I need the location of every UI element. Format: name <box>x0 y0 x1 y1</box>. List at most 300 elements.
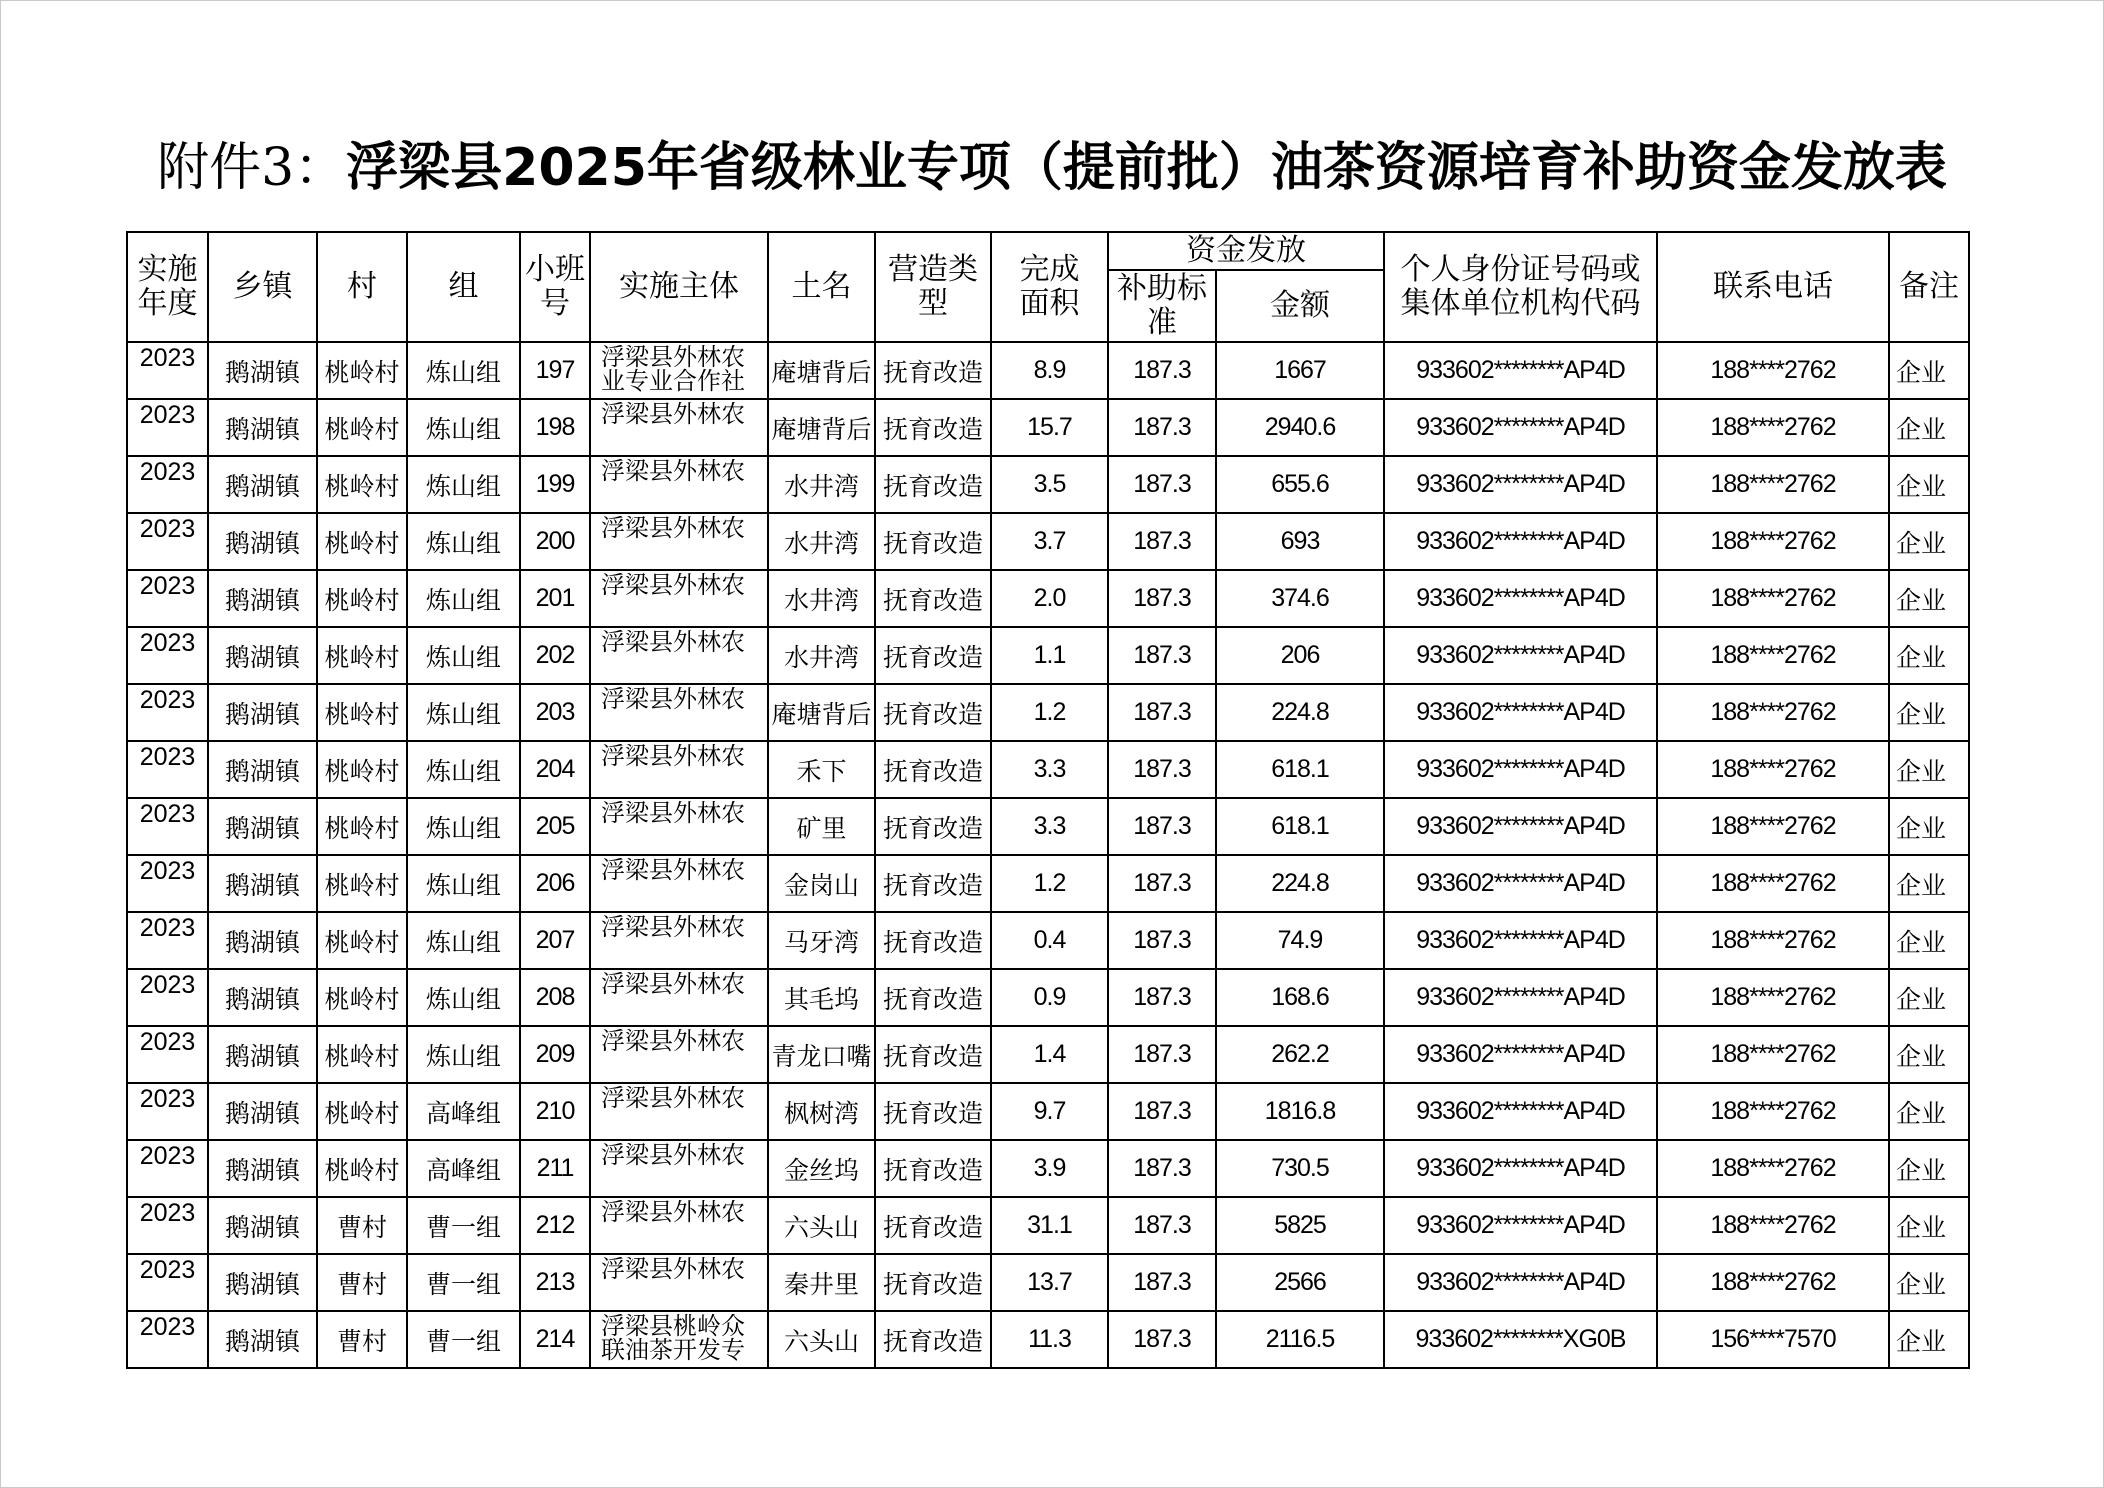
cell-village: 桃岭村 <box>317 855 407 912</box>
cell-group: 炼山组 <box>407 570 520 627</box>
cell-town: 鹅湖镇 <box>208 684 317 741</box>
cell-phone: 188****2762 <box>1657 456 1889 513</box>
cell-subject <box>590 1140 768 1197</box>
cell-note: 企业 <box>1889 798 1969 855</box>
cell-area: 31.1 <box>991 1197 1108 1254</box>
cell-year: 2023 <box>127 1254 208 1311</box>
cell-id-code: 933602********AP4D <box>1384 912 1657 969</box>
table-row <box>127 1140 1969 1197</box>
cell-group: 炼山组 <box>407 969 520 1026</box>
subject-text: 浮梁县外林农 <box>601 1200 745 1226</box>
table-row <box>127 684 1969 741</box>
cell-amount: 618.1 <box>1216 798 1384 855</box>
cell-group: 曹一组 <box>407 1254 520 1311</box>
cell-standard: 187.3 <box>1108 1083 1216 1140</box>
cell-phone: 188****2762 <box>1657 342 1889 399</box>
header-funds: 资金发放 <box>1108 232 1384 270</box>
cell-area: 3.3 <box>991 798 1108 855</box>
table-row <box>127 1311 1969 1368</box>
cell-note: 企业 <box>1889 1254 1969 1311</box>
cell-area: 1.4 <box>991 1026 1108 1083</box>
cell-subject <box>590 1083 768 1140</box>
cell-village: 桃岭村 <box>317 969 407 1026</box>
cell-plot-no: 203 <box>520 684 590 741</box>
cell-land-name: 枫树湾 <box>768 1083 875 1140</box>
cell-plot-no: 208 <box>520 969 590 1026</box>
cell-land-name: 庵塘背后 <box>768 399 875 456</box>
cell-group: 炼山组 <box>407 342 520 399</box>
title-main: 浮梁县2025年省级林业专项（提前批）油茶资源培育补助资金发放表 <box>346 138 1947 198</box>
cell-amount: 262.2 <box>1216 1026 1384 1083</box>
cell-land-name: 六头山 <box>768 1311 875 1368</box>
cell-town: 鹅湖镇 <box>208 1083 317 1140</box>
cell-land-name: 庵塘背后 <box>768 684 875 741</box>
cell-amount: 655.6 <box>1216 456 1384 513</box>
cell-phone: 156****7570 <box>1657 1311 1889 1368</box>
cell-area: 15.7 <box>991 399 1108 456</box>
table-row <box>127 1254 1969 1311</box>
cell-note: 企业 <box>1889 741 1969 798</box>
cell-standard: 187.3 <box>1108 513 1216 570</box>
cell-group: 炼山组 <box>407 798 520 855</box>
header-year: 实施年度 <box>127 232 208 342</box>
cell-id-code: 933602********AP4D <box>1384 969 1657 1026</box>
cell-group: 高峰组 <box>407 1083 520 1140</box>
cell-plot-no: 206 <box>520 855 590 912</box>
cell-subject <box>590 1254 768 1311</box>
cell-plot-no: 198 <box>520 399 590 456</box>
header-town: 乡镇 <box>208 232 317 342</box>
cell-plot-no: 209 <box>520 1026 590 1083</box>
cell-phone: 188****2762 <box>1657 513 1889 570</box>
cell-group: 炼山组 <box>407 456 520 513</box>
cell-standard: 187.3 <box>1108 969 1216 1026</box>
cell-group: 炼山组 <box>407 627 520 684</box>
cell-subject <box>590 342 768 399</box>
cell-group: 曹一组 <box>407 1311 520 1368</box>
cell-village: 桃岭村 <box>317 741 407 798</box>
cell-group: 炼山组 <box>407 1026 520 1083</box>
cell-year: 2023 <box>127 627 208 684</box>
subject-text: 浮梁县外林农 <box>601 1143 745 1169</box>
cell-note: 企业 <box>1889 570 1969 627</box>
cell-subject <box>590 741 768 798</box>
cell-year: 2023 <box>127 969 208 1026</box>
cell-id-code: 933602********AP4D <box>1384 570 1657 627</box>
header-amount: 金额 <box>1216 270 1384 342</box>
cell-village: 桃岭村 <box>317 627 407 684</box>
table-body <box>127 342 1969 1368</box>
table-row <box>127 570 1969 627</box>
cell-group: 炼山组 <box>407 855 520 912</box>
cell-area: 3.9 <box>991 1140 1108 1197</box>
cell-amount: 618.1 <box>1216 741 1384 798</box>
cell-village: 桃岭村 <box>317 342 407 399</box>
cell-id-code: 933602********AP4D <box>1384 1140 1657 1197</box>
cell-plot-no: 199 <box>520 456 590 513</box>
cell-id-code: 933602********XG0B <box>1384 1311 1657 1368</box>
table-row <box>127 912 1969 969</box>
cell-amount: 168.6 <box>1216 969 1384 1026</box>
cell-subject <box>590 456 768 513</box>
cell-area: 8.9 <box>991 342 1108 399</box>
cell-town: 鹅湖镇 <box>208 456 317 513</box>
cell-phone: 188****2762 <box>1657 1026 1889 1083</box>
cell-phone: 188****2762 <box>1657 399 1889 456</box>
cell-village: 桃岭村 <box>317 1083 407 1140</box>
table-row <box>127 1083 1969 1140</box>
cell-village: 桃岭村 <box>317 570 407 627</box>
table-row <box>127 855 1969 912</box>
table-row <box>127 513 1969 570</box>
cell-town: 鹅湖镇 <box>208 1026 317 1083</box>
cell-note: 企业 <box>1889 627 1969 684</box>
cell-phone: 188****2762 <box>1657 798 1889 855</box>
cell-phone: 188****2762 <box>1657 741 1889 798</box>
cell-phone: 188****2762 <box>1657 969 1889 1026</box>
cell-id-code: 933602********AP4D <box>1384 1254 1657 1311</box>
cell-town: 鹅湖镇 <box>208 1140 317 1197</box>
cell-year: 2023 <box>127 912 208 969</box>
subject-text: 浮梁县外林农 <box>601 1257 745 1283</box>
subject-text: 浮梁县桃岭众联油茶开发专 <box>601 1314 745 1364</box>
cell-type: 抚育改造 <box>875 1083 991 1140</box>
subject-text: 浮梁县外林农 <box>601 459 745 485</box>
cell-area: 0.4 <box>991 912 1108 969</box>
cell-town: 鹅湖镇 <box>208 1311 317 1368</box>
cell-type: 抚育改造 <box>875 1140 991 1197</box>
cell-type: 抚育改造 <box>875 342 991 399</box>
cell-year: 2023 <box>127 1026 208 1083</box>
cell-area: 1.1 <box>991 627 1108 684</box>
cell-id-code: 933602********AP4D <box>1384 456 1657 513</box>
cell-phone: 188****2762 <box>1657 912 1889 969</box>
cell-amount: 730.5 <box>1216 1140 1384 1197</box>
cell-town: 鹅湖镇 <box>208 513 317 570</box>
subsidy-table <box>126 231 1970 1369</box>
cell-group: 炼山组 <box>407 741 520 798</box>
cell-id-code: 933602********AP4D <box>1384 855 1657 912</box>
cell-note: 企业 <box>1889 513 1969 570</box>
cell-group: 炼山组 <box>407 513 520 570</box>
cell-type: 抚育改造 <box>875 969 991 1026</box>
cell-land-name: 金岗山 <box>768 855 875 912</box>
cell-standard: 187.3 <box>1108 798 1216 855</box>
cell-subject <box>590 627 768 684</box>
cell-area: 13.7 <box>991 1254 1108 1311</box>
table-row <box>127 969 1969 1026</box>
cell-plot-no: 210 <box>520 1083 590 1140</box>
cell-type: 抚育改造 <box>875 627 991 684</box>
cell-village: 桃岭村 <box>317 684 407 741</box>
cell-id-code: 933602********AP4D <box>1384 627 1657 684</box>
cell-type: 抚育改造 <box>875 855 991 912</box>
cell-note: 企业 <box>1889 1083 1969 1140</box>
subject-text: 浮梁县外林农 <box>601 630 745 656</box>
cell-plot-no: 213 <box>520 1254 590 1311</box>
header-subject: 实施主体 <box>590 232 768 342</box>
cell-town: 鹅湖镇 <box>208 969 317 1026</box>
cell-type: 抚育改造 <box>875 1197 991 1254</box>
cell-year: 2023 <box>127 513 208 570</box>
cell-land-name: 马牙湾 <box>768 912 875 969</box>
cell-phone: 188****2762 <box>1657 570 1889 627</box>
subject-text: 浮梁县外林农 <box>601 402 745 428</box>
subject-text: 浮梁县外林农 <box>601 972 745 998</box>
cell-note: 企业 <box>1889 969 1969 1026</box>
cell-land-name: 秦井里 <box>768 1254 875 1311</box>
cell-amount: 2940.6 <box>1216 399 1384 456</box>
cell-phone: 188****2762 <box>1657 1197 1889 1254</box>
cell-plot-no: 201 <box>520 570 590 627</box>
cell-subject <box>590 855 768 912</box>
cell-type: 抚育改造 <box>875 912 991 969</box>
cell-subject <box>590 513 768 570</box>
cell-plot-no: 214 <box>520 1311 590 1368</box>
cell-amount: 1816.8 <box>1216 1083 1384 1140</box>
header-id-code: 个人身份证号码或集体单位机构代码 <box>1384 232 1657 342</box>
table-row <box>127 798 1969 855</box>
cell-village: 桃岭村 <box>317 399 407 456</box>
cell-type: 抚育改造 <box>875 1026 991 1083</box>
cell-town: 鹅湖镇 <box>208 399 317 456</box>
cell-year: 2023 <box>127 342 208 399</box>
cell-standard: 187.3 <box>1108 456 1216 513</box>
cell-village: 桃岭村 <box>317 1140 407 1197</box>
cell-group: 高峰组 <box>407 1140 520 1197</box>
cell-group: 炼山组 <box>407 912 520 969</box>
cell-land-name: 水井湾 <box>768 513 875 570</box>
cell-note: 企业 <box>1889 1311 1969 1368</box>
cell-plot-no: 204 <box>520 741 590 798</box>
cell-group: 炼山组 <box>407 399 520 456</box>
cell-note: 企业 <box>1889 342 1969 399</box>
cell-area: 3.3 <box>991 741 1108 798</box>
subject-text: 浮梁县外林农 <box>601 516 745 542</box>
cell-subject <box>590 570 768 627</box>
subject-text: 浮梁县外林农 <box>601 915 745 941</box>
cell-land-name: 水井湾 <box>768 456 875 513</box>
cell-plot-no: 211 <box>520 1140 590 1197</box>
cell-area: 3.5 <box>991 456 1108 513</box>
subject-text: 浮梁县外林农 <box>601 744 745 770</box>
table-row <box>127 627 1969 684</box>
subject-text: 浮梁县外林农 <box>601 1029 745 1055</box>
header-area: 完成面积 <box>991 232 1108 342</box>
cell-type: 抚育改造 <box>875 1311 991 1368</box>
cell-note: 企业 <box>1889 399 1969 456</box>
subject-text: 浮梁县外林农 <box>601 1086 745 1112</box>
cell-area: 11.3 <box>991 1311 1108 1368</box>
cell-area: 1.2 <box>991 684 1108 741</box>
cell-land-name: 金丝坞 <box>768 1140 875 1197</box>
cell-area: 0.9 <box>991 969 1108 1026</box>
cell-plot-no: 212 <box>520 1197 590 1254</box>
cell-year: 2023 <box>127 1083 208 1140</box>
header-note: 备注 <box>1889 232 1969 342</box>
cell-phone: 188****2762 <box>1657 627 1889 684</box>
cell-id-code: 933602********AP4D <box>1384 342 1657 399</box>
cell-note: 企业 <box>1889 456 1969 513</box>
cell-standard: 187.3 <box>1108 684 1216 741</box>
cell-id-code: 933602********AP4D <box>1384 684 1657 741</box>
cell-subject <box>590 1311 768 1368</box>
cell-amount: 224.8 <box>1216 684 1384 741</box>
cell-village: 桃岭村 <box>317 912 407 969</box>
cell-standard: 187.3 <box>1108 399 1216 456</box>
header-group: 组 <box>407 232 520 342</box>
cell-town: 鹅湖镇 <box>208 798 317 855</box>
cell-year: 2023 <box>127 399 208 456</box>
cell-standard: 187.3 <box>1108 1197 1216 1254</box>
cell-type: 抚育改造 <box>875 798 991 855</box>
cell-area: 1.2 <box>991 855 1108 912</box>
cell-amount: 224.8 <box>1216 855 1384 912</box>
cell-note: 企业 <box>1889 1026 1969 1083</box>
cell-town: 鹅湖镇 <box>208 1254 317 1311</box>
cell-note: 企业 <box>1889 1197 1969 1254</box>
cell-subject <box>590 912 768 969</box>
cell-area: 2.0 <box>991 570 1108 627</box>
cell-village: 曹村 <box>317 1254 407 1311</box>
title-prefix: 附件3： <box>157 138 347 198</box>
cell-amount: 2116.5 <box>1216 1311 1384 1368</box>
cell-amount: 5825 <box>1216 1197 1384 1254</box>
cell-village: 桃岭村 <box>317 1026 407 1083</box>
cell-type: 抚育改造 <box>875 513 991 570</box>
cell-year: 2023 <box>127 1197 208 1254</box>
cell-standard: 187.3 <box>1108 1026 1216 1083</box>
cell-town: 鹅湖镇 <box>208 627 317 684</box>
cell-town: 鹅湖镇 <box>208 912 317 969</box>
header-phone: 联系电话 <box>1657 232 1889 342</box>
cell-village: 曹村 <box>317 1311 407 1368</box>
cell-standard: 187.3 <box>1108 627 1216 684</box>
cell-subject <box>590 1197 768 1254</box>
cell-subject <box>590 1026 768 1083</box>
cell-land-name: 六头山 <box>768 1197 875 1254</box>
cell-year: 2023 <box>127 570 208 627</box>
cell-standard: 187.3 <box>1108 342 1216 399</box>
cell-amount: 206 <box>1216 627 1384 684</box>
header-plot-no: 小班号 <box>520 232 590 342</box>
cell-amount: 2566 <box>1216 1254 1384 1311</box>
cell-group: 炼山组 <box>407 684 520 741</box>
table-row <box>127 741 1969 798</box>
cell-type: 抚育改造 <box>875 684 991 741</box>
table-row <box>127 456 1969 513</box>
cell-type: 抚育改造 <box>875 399 991 456</box>
subject-text: 浮梁县外林农 <box>601 858 745 884</box>
header-village: 村 <box>317 232 407 342</box>
cell-id-code: 933602********AP4D <box>1384 798 1657 855</box>
subject-text: 浮梁县外林农 <box>601 801 745 827</box>
cell-land-name: 庵塘背后 <box>768 342 875 399</box>
cell-standard: 187.3 <box>1108 570 1216 627</box>
cell-land-name: 矿里 <box>768 798 875 855</box>
cell-town: 鹅湖镇 <box>208 570 317 627</box>
cell-subject <box>590 969 768 1026</box>
cell-id-code: 933602********AP4D <box>1384 1197 1657 1254</box>
table-row <box>127 342 1969 399</box>
cell-type: 抚育改造 <box>875 1254 991 1311</box>
cell-amount: 74.9 <box>1216 912 1384 969</box>
cell-subject <box>590 798 768 855</box>
cell-type: 抚育改造 <box>875 741 991 798</box>
cell-village: 桃岭村 <box>317 456 407 513</box>
cell-land-name: 禾下 <box>768 741 875 798</box>
cell-year: 2023 <box>127 684 208 741</box>
cell-town: 鹅湖镇 <box>208 342 317 399</box>
subject-text: 浮梁县外林农 <box>601 573 745 599</box>
cell-year: 2023 <box>127 1311 208 1368</box>
cell-village: 桃岭村 <box>317 798 407 855</box>
cell-amount: 1667 <box>1216 342 1384 399</box>
cell-phone: 188****2762 <box>1657 1083 1889 1140</box>
cell-plot-no: 205 <box>520 798 590 855</box>
cell-phone: 188****2762 <box>1657 855 1889 912</box>
cell-note: 企业 <box>1889 684 1969 741</box>
cell-subject <box>590 399 768 456</box>
cell-plot-no: 207 <box>520 912 590 969</box>
subject-text: 浮梁县外林农 <box>601 687 745 713</box>
cell-type: 抚育改造 <box>875 570 991 627</box>
table-row <box>127 1197 1969 1254</box>
cell-note: 企业 <box>1889 855 1969 912</box>
cell-phone: 188****2762 <box>1657 684 1889 741</box>
header-type: 营造类型 <box>875 232 991 342</box>
cell-standard: 187.3 <box>1108 741 1216 798</box>
cell-amount: 693 <box>1216 513 1384 570</box>
cell-note: 企业 <box>1889 1140 1969 1197</box>
cell-note: 企业 <box>1889 912 1969 969</box>
cell-standard: 187.3 <box>1108 912 1216 969</box>
document-title <box>0 128 2104 208</box>
cell-plot-no: 202 <box>520 627 590 684</box>
cell-land-name: 水井湾 <box>768 627 875 684</box>
cell-year: 2023 <box>127 798 208 855</box>
cell-land-name: 青龙口嘴 <box>768 1026 875 1083</box>
table-row <box>127 1026 1969 1083</box>
header-land-name: 土名 <box>768 232 875 342</box>
cell-plot-no: 197 <box>520 342 590 399</box>
cell-standard: 187.3 <box>1108 855 1216 912</box>
header-standard: 补助标准 <box>1108 270 1216 342</box>
cell-id-code: 933602********AP4D <box>1384 1026 1657 1083</box>
table-row <box>127 399 1969 456</box>
cell-amount: 374.6 <box>1216 570 1384 627</box>
cell-land-name: 水井湾 <box>768 570 875 627</box>
cell-phone: 188****2762 <box>1657 1140 1889 1197</box>
cell-town: 鹅湖镇 <box>208 1197 317 1254</box>
cell-standard: 187.3 <box>1108 1254 1216 1311</box>
cell-year: 2023 <box>127 855 208 912</box>
cell-id-code: 933602********AP4D <box>1384 741 1657 798</box>
cell-phone: 188****2762 <box>1657 1254 1889 1311</box>
cell-year: 2023 <box>127 741 208 798</box>
cell-land-name: 其毛坞 <box>768 969 875 1026</box>
cell-id-code: 933602********AP4D <box>1384 399 1657 456</box>
cell-type: 抚育改造 <box>875 456 991 513</box>
cell-standard: 187.3 <box>1108 1140 1216 1197</box>
cell-area: 3.7 <box>991 513 1108 570</box>
cell-id-code: 933602********AP4D <box>1384 513 1657 570</box>
cell-town: 鹅湖镇 <box>208 855 317 912</box>
cell-group: 曹一组 <box>407 1197 520 1254</box>
cell-year: 2023 <box>127 456 208 513</box>
cell-id-code: 933602********AP4D <box>1384 1083 1657 1140</box>
cell-town: 鹅湖镇 <box>208 741 317 798</box>
